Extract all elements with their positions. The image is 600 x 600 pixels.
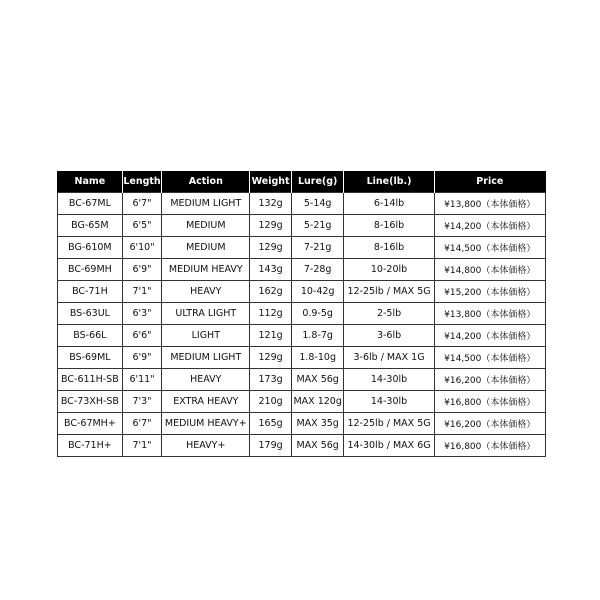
cell-weight: 179g: [250, 435, 292, 457]
cell-price: ¥13,800（本体価格）: [434, 193, 545, 215]
cell-length: 6'9": [122, 347, 161, 369]
cell-price: ¥14,500（本体価格）: [434, 237, 545, 259]
cell-length: 7'1": [122, 281, 161, 303]
table-row: [58, 325, 546, 347]
cell-price: ¥14,200（本体価格）: [434, 325, 545, 347]
cell-name: BG-65M: [58, 215, 123, 237]
cell-line: 14-30lb: [344, 369, 434, 391]
table-row: [58, 259, 546, 281]
table-row: [58, 215, 546, 237]
cell-name: BG-610M: [58, 237, 123, 259]
cell-name: BS-69ML: [58, 347, 123, 369]
cell-lure: 7-21g: [291, 237, 344, 259]
cell-name: BC-71H: [58, 281, 123, 303]
cell-weight: 132g: [250, 193, 292, 215]
cell-name: BC-71H+: [58, 435, 123, 457]
cell-line: 10-20lb: [344, 259, 434, 281]
cell-price: ¥16,200（本体価格）: [434, 413, 545, 435]
cell-weight: 112g: [250, 303, 292, 325]
column-header-length: Length: [122, 171, 161, 193]
cell-lure: MAX 120g: [291, 391, 344, 413]
cell-action: MEDIUM HEAVY: [162, 259, 250, 281]
cell-lure: MAX 56g: [291, 435, 344, 457]
table-row: [58, 193, 546, 215]
cell-price: ¥16,800（本体価格）: [434, 435, 545, 457]
cell-length: 7'1": [122, 435, 161, 457]
cell-action: LIGHT: [162, 325, 250, 347]
cell-action: MEDIUM: [162, 215, 250, 237]
cell-name: BC-73XH-SB: [58, 391, 123, 413]
cell-length: 6'10": [122, 237, 161, 259]
column-header-line: Line(lb.): [344, 171, 434, 193]
cell-name: BC-69MH: [58, 259, 123, 281]
column-header-lure: Lure(g): [291, 171, 344, 193]
cell-line: 12-25lb / MAX 5G: [344, 281, 434, 303]
cell-price: ¥14,500（本体価格）: [434, 347, 545, 369]
cell-length: 6'5": [122, 215, 161, 237]
cell-lure: MAX 56g: [291, 369, 344, 391]
cell-weight: 165g: [250, 413, 292, 435]
cell-price: ¥14,200（本体価格）: [434, 215, 545, 237]
cell-price: ¥15,200（本体価格）: [434, 281, 545, 303]
cell-lure: 1.8-7g: [291, 325, 344, 347]
table-row: [58, 369, 546, 391]
cell-lure: 10-42g: [291, 281, 344, 303]
cell-price: ¥16,800（本体価格）: [434, 391, 545, 413]
cell-name: BC-611H-SB: [58, 369, 123, 391]
cell-weight: 210g: [250, 391, 292, 413]
cell-line: 12-25lb / MAX 5G: [344, 413, 434, 435]
cell-line: 3-6lb: [344, 325, 434, 347]
cell-weight: 143g: [250, 259, 292, 281]
cell-action: HEAVY+: [162, 435, 250, 457]
cell-name: BC-67MH+: [58, 413, 123, 435]
cell-action: ULTRA LIGHT: [162, 303, 250, 325]
cell-length: 6'3": [122, 303, 161, 325]
table-row: [58, 435, 546, 457]
cell-weight: 129g: [250, 347, 292, 369]
table-row: [58, 281, 546, 303]
cell-lure: MAX 35g: [291, 413, 344, 435]
cell-lure: 0.9-5g: [291, 303, 344, 325]
cell-weight: 129g: [250, 237, 292, 259]
cell-lure: 7-28g: [291, 259, 344, 281]
cell-action: HEAVY: [162, 281, 250, 303]
cell-line: 2-5lb: [344, 303, 434, 325]
rod-spec-table: [57, 171, 546, 457]
cell-weight: 162g: [250, 281, 292, 303]
cell-name: BS-66L: [58, 325, 123, 347]
cell-price: ¥14,800（本体価格）: [434, 259, 545, 281]
column-header-weight: Weight: [250, 171, 292, 193]
cell-length: 6'11": [122, 369, 161, 391]
column-header-action: Action: [162, 171, 250, 193]
cell-line: 8-16lb: [344, 215, 434, 237]
cell-length: 6'7": [122, 193, 161, 215]
cell-lure: 1.8-10g: [291, 347, 344, 369]
cell-action: MEDIUM: [162, 237, 250, 259]
cell-length: 6'9": [122, 259, 161, 281]
column-header-name: Name: [58, 171, 123, 193]
cell-action: MEDIUM LIGHT: [162, 347, 250, 369]
cell-line: 3-6lb / MAX 1G: [344, 347, 434, 369]
cell-line: 14-30lb: [344, 391, 434, 413]
cell-line: 6-14lb: [344, 193, 434, 215]
cell-name: BC-67ML: [58, 193, 123, 215]
cell-name: BS-63UL: [58, 303, 123, 325]
column-header-price: Price: [434, 171, 545, 193]
cell-line: 8-16lb: [344, 237, 434, 259]
cell-line: 14-30lb / MAX 6G: [344, 435, 434, 457]
table-row: [58, 303, 546, 325]
cell-weight: 173g: [250, 369, 292, 391]
cell-action: MEDIUM LIGHT: [162, 193, 250, 215]
table-row: [58, 413, 546, 435]
cell-lure: 5-14g: [291, 193, 344, 215]
cell-action: MEDIUM HEAVY+: [162, 413, 250, 435]
cell-length: 6'7": [122, 413, 161, 435]
cell-action: EXTRA HEAVY: [162, 391, 250, 413]
cell-action: HEAVY: [162, 369, 250, 391]
cell-price: ¥16,200（本体価格）: [434, 369, 545, 391]
table-row: [58, 391, 546, 413]
header-row: [58, 171, 546, 193]
cell-price: ¥13,800（本体価格）: [434, 303, 545, 325]
cell-length: 6'6": [122, 325, 161, 347]
table-row: [58, 237, 546, 259]
cell-weight: 129g: [250, 215, 292, 237]
table-row: [58, 347, 546, 369]
cell-lure: 5-21g: [291, 215, 344, 237]
cell-length: 7'3": [122, 391, 161, 413]
cell-weight: 121g: [250, 325, 292, 347]
